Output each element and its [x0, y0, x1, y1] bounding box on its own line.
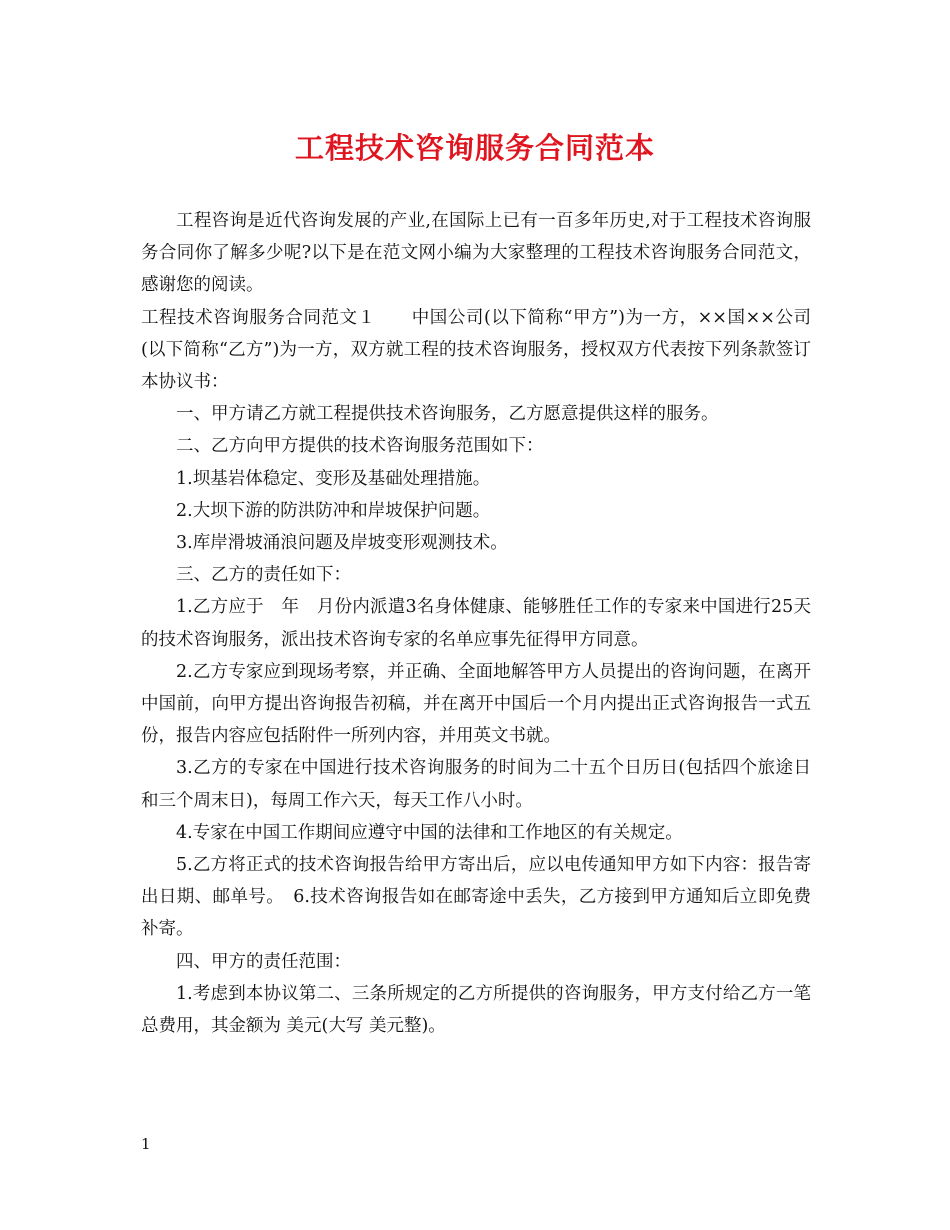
page-number: 1: [141, 1135, 151, 1153]
contract-preamble-paragraph: 工程技术咨询服务合同范文１ 中国公司(以下简称“甲方”)为一方，××国××公司(以下简称“乙方”)为一方，双方就工程的技术咨询服务，授权双方代表按下列条款签订本协议书：: [141, 307, 811, 393]
clause-3-item-1: 1.乙方应于 年 月份内派遣3名身体健康、能够胜任工作的专家来中国进行25天的技术咨询服务，派出技术咨询专家的名单应事先征得甲方同意。: [141, 597, 811, 650]
document-title: 工程技术咨询服务合同范本: [294, 131, 655, 165]
clause-2-item-1: 1.坝基岩体稳定、变形及基础处理措施。: [176, 468, 491, 489]
clause-4-item-1: 1.考虑到本协议第二、三条所规定的乙方所提供的咨询服务，甲方支付给乙方一笔总费用，其金额为 美元(大写 美元整)。: [141, 983, 811, 1037]
clause-2-item-3: 3.库岸滑坡涌浪问题及岸坡变形观测技术。: [176, 533, 508, 554]
clause-3-item-5-6: 5.乙方将正式的技术咨询报告给甲方寄出后，应以电传通知甲方如下内容：报告寄出日期、邮单号。 6.技术咨询报告如在邮寄途中丢失，乙方接到甲方通知后立即免费补寄。: [141, 855, 811, 940]
clause-2-item-2: 2.大坝下游的防洪防冲和岸坡保护问题。: [176, 500, 491, 521]
clause-1-heading: 一、甲方请乙方就工程提供技术咨询服务，乙方愿意提供这样的服务。: [176, 404, 719, 425]
clause-3-item-2: 2.乙方专家应到现场考察，并正确、全面地解答甲方人员提出的咨询问题，在离开中国前，向甲方提出咨询报告初稿，并在离开中国后一个月内提出正式咨询报告一式五份，报告内容应包括附件一所列内容，并用英文书就。: [141, 661, 811, 747]
document-body: [141, 205, 811, 1042]
clause-3-item-3: 3.乙方的专家在中国进行技术咨询服务的时间为二十五个日历日(包括四个旅途日和三个周末日)，每周工作六天，每天工作八小时。: [141, 758, 811, 811]
clause-2-heading: 二、乙方向甲方提供的技术咨询服务范围如下：: [176, 436, 544, 457]
clause-3-item-4: 4.专家在中国工作期间应遵守中国的法律和工作地区的有关规定。: [176, 822, 683, 843]
clause-4-heading: 四、甲方的责任范围：: [176, 951, 351, 972]
intro-paragraph: 工程咨询是近代咨询发展的产业,在国际上已有一百多年历史,对于工程技术咨询服务合同你了解多少呢?以下是在范文网小编为大家整理的工程技术咨询服务合同范文，感谢您的阅读。: [141, 211, 811, 296]
clause-3-heading: 三、乙方的责任如下：: [176, 565, 351, 586]
